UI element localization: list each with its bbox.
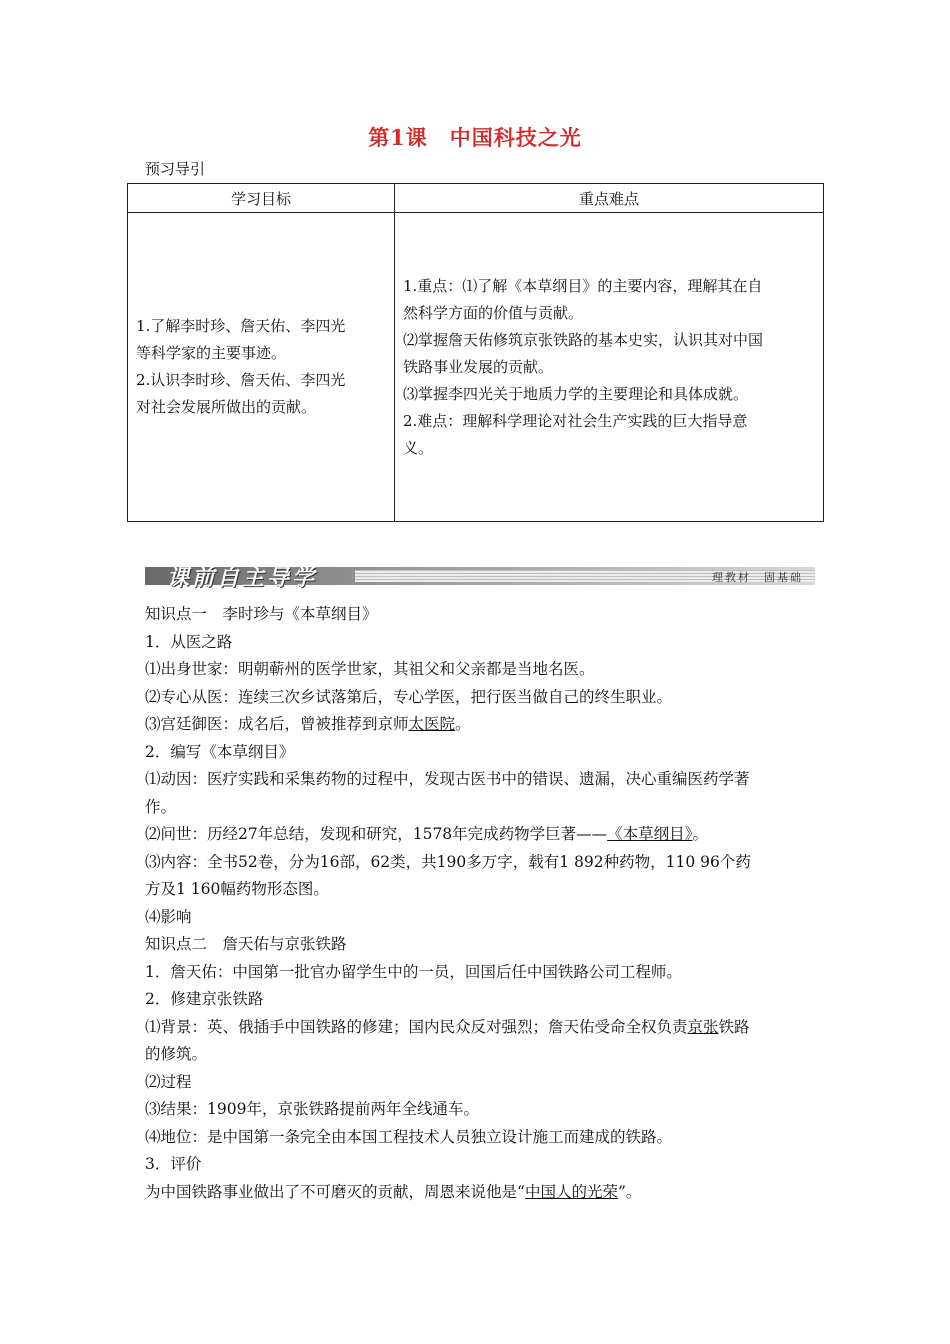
key-point-line: 2.难点：理解科学理论对社会生产实践的巨大指导意 bbox=[403, 411, 748, 430]
key-point-line: ⑵掌握詹天佑修筑京张铁路的基本史实，认识其对中国 bbox=[403, 330, 764, 349]
text-line bbox=[145, 821, 815, 849]
preview-label: 预习导引 bbox=[145, 160, 206, 178]
text-line: ⑵过程 bbox=[145, 1072, 192, 1091]
key-point-line: 义。 bbox=[403, 438, 434, 457]
page-title: 第1课 中国科技之光 bbox=[368, 125, 582, 150]
section-heading: 知识点二 詹天佑与京张铁路 bbox=[145, 935, 347, 953]
text-line: ⑵专心从医：连续三次乡试落第后，专心学医，把行医当做自己的终生职业。 bbox=[145, 687, 673, 706]
text-line: 作。 bbox=[145, 797, 177, 816]
text-line: ⑷影响 bbox=[145, 907, 192, 926]
text-line: ⑴动因：医疗实践和采集药物的过程中，发现古医书中的错误、遗漏，决心重编医药学著 bbox=[145, 770, 750, 788]
text-line: ⑴出身世家：明朝蕲州的医学世家，其祖父和父亲都是当地名医。 bbox=[145, 660, 595, 678]
underlined-answer: 京张 bbox=[687, 1017, 719, 1036]
goal-line: 等科学家的主要事迹。 bbox=[136, 344, 287, 362]
text-span: 。 bbox=[692, 825, 708, 843]
section-heading: 知识点一 李时珍与《本草纲目》 bbox=[145, 605, 378, 623]
text-line: ⑷地位：是中国第一条完全由本国工程技术人员独立设计施工而建成的铁路。 bbox=[145, 1127, 673, 1146]
table-header-row bbox=[128, 184, 824, 213]
text-span: 为中国铁路事业做出了不可磨灭的贡献，周恩来说他是“ bbox=[145, 1182, 525, 1201]
text-line: ⑶内容：全书52卷，分为16部，62类，共190多万字，载有1 892种药物，110 96个药 bbox=[145, 852, 751, 871]
key-point-line: 铁路事业发展的贡献。 bbox=[403, 357, 554, 376]
content-body bbox=[145, 601, 815, 1206]
text-line: ⑶结果：1909年，京张铁路提前两年全线通车。 bbox=[145, 1100, 479, 1118]
text-line: 2．编写《本草纲目》 bbox=[145, 742, 295, 761]
text-span: 。 bbox=[455, 715, 471, 733]
text-line: 1．詹天佑：中国第一批官办留学生中的一员，回国后任中国铁路公司工程师。 bbox=[145, 962, 682, 981]
key-point-line: ⑶掌握李四光关于地质力学的主要理论和具体成就。 bbox=[403, 384, 749, 403]
table-body-row bbox=[128, 213, 824, 522]
header-key-points: 重点难点 bbox=[395, 184, 824, 213]
key-points-cell bbox=[395, 213, 824, 522]
banner-subtitle: 理教材 固基础 bbox=[712, 571, 803, 584]
text-line: 3．评价 bbox=[145, 1155, 202, 1173]
text-span: ⑴背景：英、俄插手中国铁路的修建；国内民众反对强烈；詹天佑受命全权负责 bbox=[145, 1017, 688, 1036]
text-line: 1．从医之路 bbox=[145, 632, 233, 651]
text-line: 2．修建京张铁路 bbox=[145, 990, 264, 1008]
learning-goals-cell bbox=[128, 213, 395, 522]
key-point-line: 1.重点：⑴了解《本草纲目》的主要内容，理解其在自 bbox=[403, 276, 763, 295]
text-line: 方及1 160幅药物形态图。 bbox=[145, 880, 329, 898]
header-learning-goals: 学习目标 bbox=[128, 184, 395, 213]
text-span: ”。 bbox=[617, 1182, 642, 1201]
section-banner bbox=[145, 563, 815, 591]
text-line bbox=[145, 1014, 815, 1042]
goals-table bbox=[127, 183, 824, 522]
underlined-answer: 《本草纲目》 bbox=[607, 825, 693, 843]
text-line: 的修筑。 bbox=[145, 1045, 208, 1063]
underlined-answer: 太医院 bbox=[408, 715, 456, 733]
goal-line: 1.了解李时珍、詹天佑、李四光 bbox=[136, 317, 346, 335]
key-point-line: 然科学方面的价值与贡献。 bbox=[403, 303, 584, 322]
text-span: ⑶宫廷御医：成名后，曾被推荐到京师 bbox=[145, 715, 409, 733]
banner-title: 课前自主导学 bbox=[167, 565, 318, 591]
goal-line: 对社会发展所做出的贡献。 bbox=[136, 398, 317, 416]
text-span: ⑵问世：历经27年总结，发现和研究，1578年完成药物学巨著—— bbox=[145, 825, 608, 843]
underlined-answer: 中国人的光荣 bbox=[524, 1182, 618, 1201]
text-span: 铁路 bbox=[718, 1017, 750, 1036]
goal-line: 2.认识李时珍、詹天佑、李四光 bbox=[136, 371, 346, 389]
text-line bbox=[145, 711, 815, 739]
text-line bbox=[145, 1179, 815, 1207]
